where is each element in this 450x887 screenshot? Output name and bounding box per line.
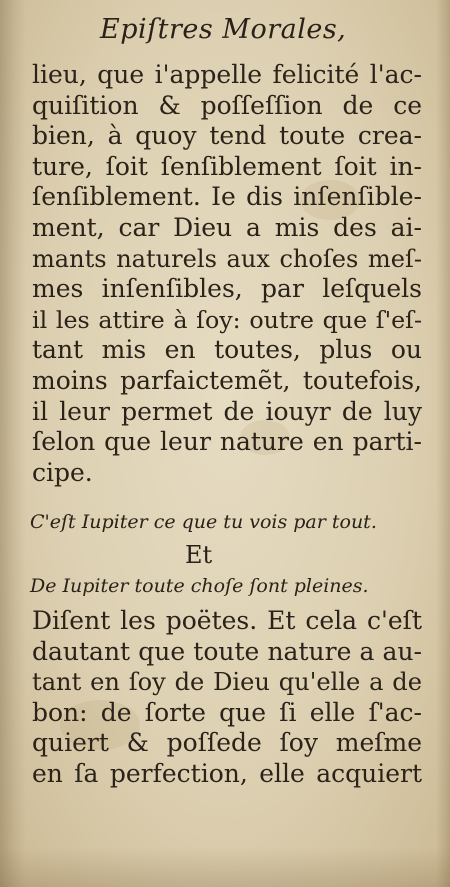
verse-connector: Et: [185, 541, 213, 569]
text-line: ſenſiblement. Ie dis inſenſible-: [32, 182, 422, 212]
text-line: quiert & poſſede ſoy meſme: [32, 728, 422, 758]
text-line: cipe.: [32, 457, 93, 487]
text-line: tant mis en toutes, plus ou: [32, 335, 422, 365]
text-line: lieu, que i'appelle felicité l'ac-: [32, 60, 422, 89]
page-edge-shadow: [436, 0, 450, 887]
text-line: ture, ſoit ſenſiblement ſoit in-: [32, 151, 422, 181]
text-line: moins parfaictemẽt, toutefois,: [32, 365, 422, 395]
page-bottom-edge: [0, 847, 450, 887]
text-line: il leur permet de iouyr de luy: [32, 396, 422, 426]
text-line: Diſent les poëtes. Et cela c'eſt: [32, 606, 422, 635]
paragraph-2: [32, 606, 422, 790]
spine-shadow: [0, 0, 26, 887]
text-line: bien, à quoy tend toute crea-: [32, 121, 422, 151]
text-line: mes inſenſibles, par leſquels: [32, 274, 422, 304]
paragraph-1: [32, 60, 422, 488]
running-head: Epiſtres Morales,: [100, 14, 347, 45]
text-line: bon: de ſorte que ſi elle ſ'ac-: [32, 697, 422, 727]
verse-quotation-1: C'eſt Iupiter ce que tu vois par tout.: [30, 511, 377, 533]
text-line: mants naturels aux choſes meſ-: [32, 244, 422, 273]
text-line: en ſa perfection, elle acquiert: [32, 758, 422, 788]
text-line: il les attire à ſoy: outre que ſ'eſ-: [32, 305, 422, 334]
text-line: ſelon que leur nature en parti-: [32, 427, 422, 457]
verse-quotation-2: De Iupiter toute choſe ſont pleines.: [30, 575, 369, 597]
text-line: ment, car Dieu a mis des ai-: [32, 212, 422, 242]
text-line: dautant que toute nature a au-: [32, 636, 422, 666]
text-line: tant en ſoy de Dieu qu'elle a de: [32, 668, 422, 697]
text-line: quiſition & poſſeſſion de ce: [32, 90, 422, 120]
